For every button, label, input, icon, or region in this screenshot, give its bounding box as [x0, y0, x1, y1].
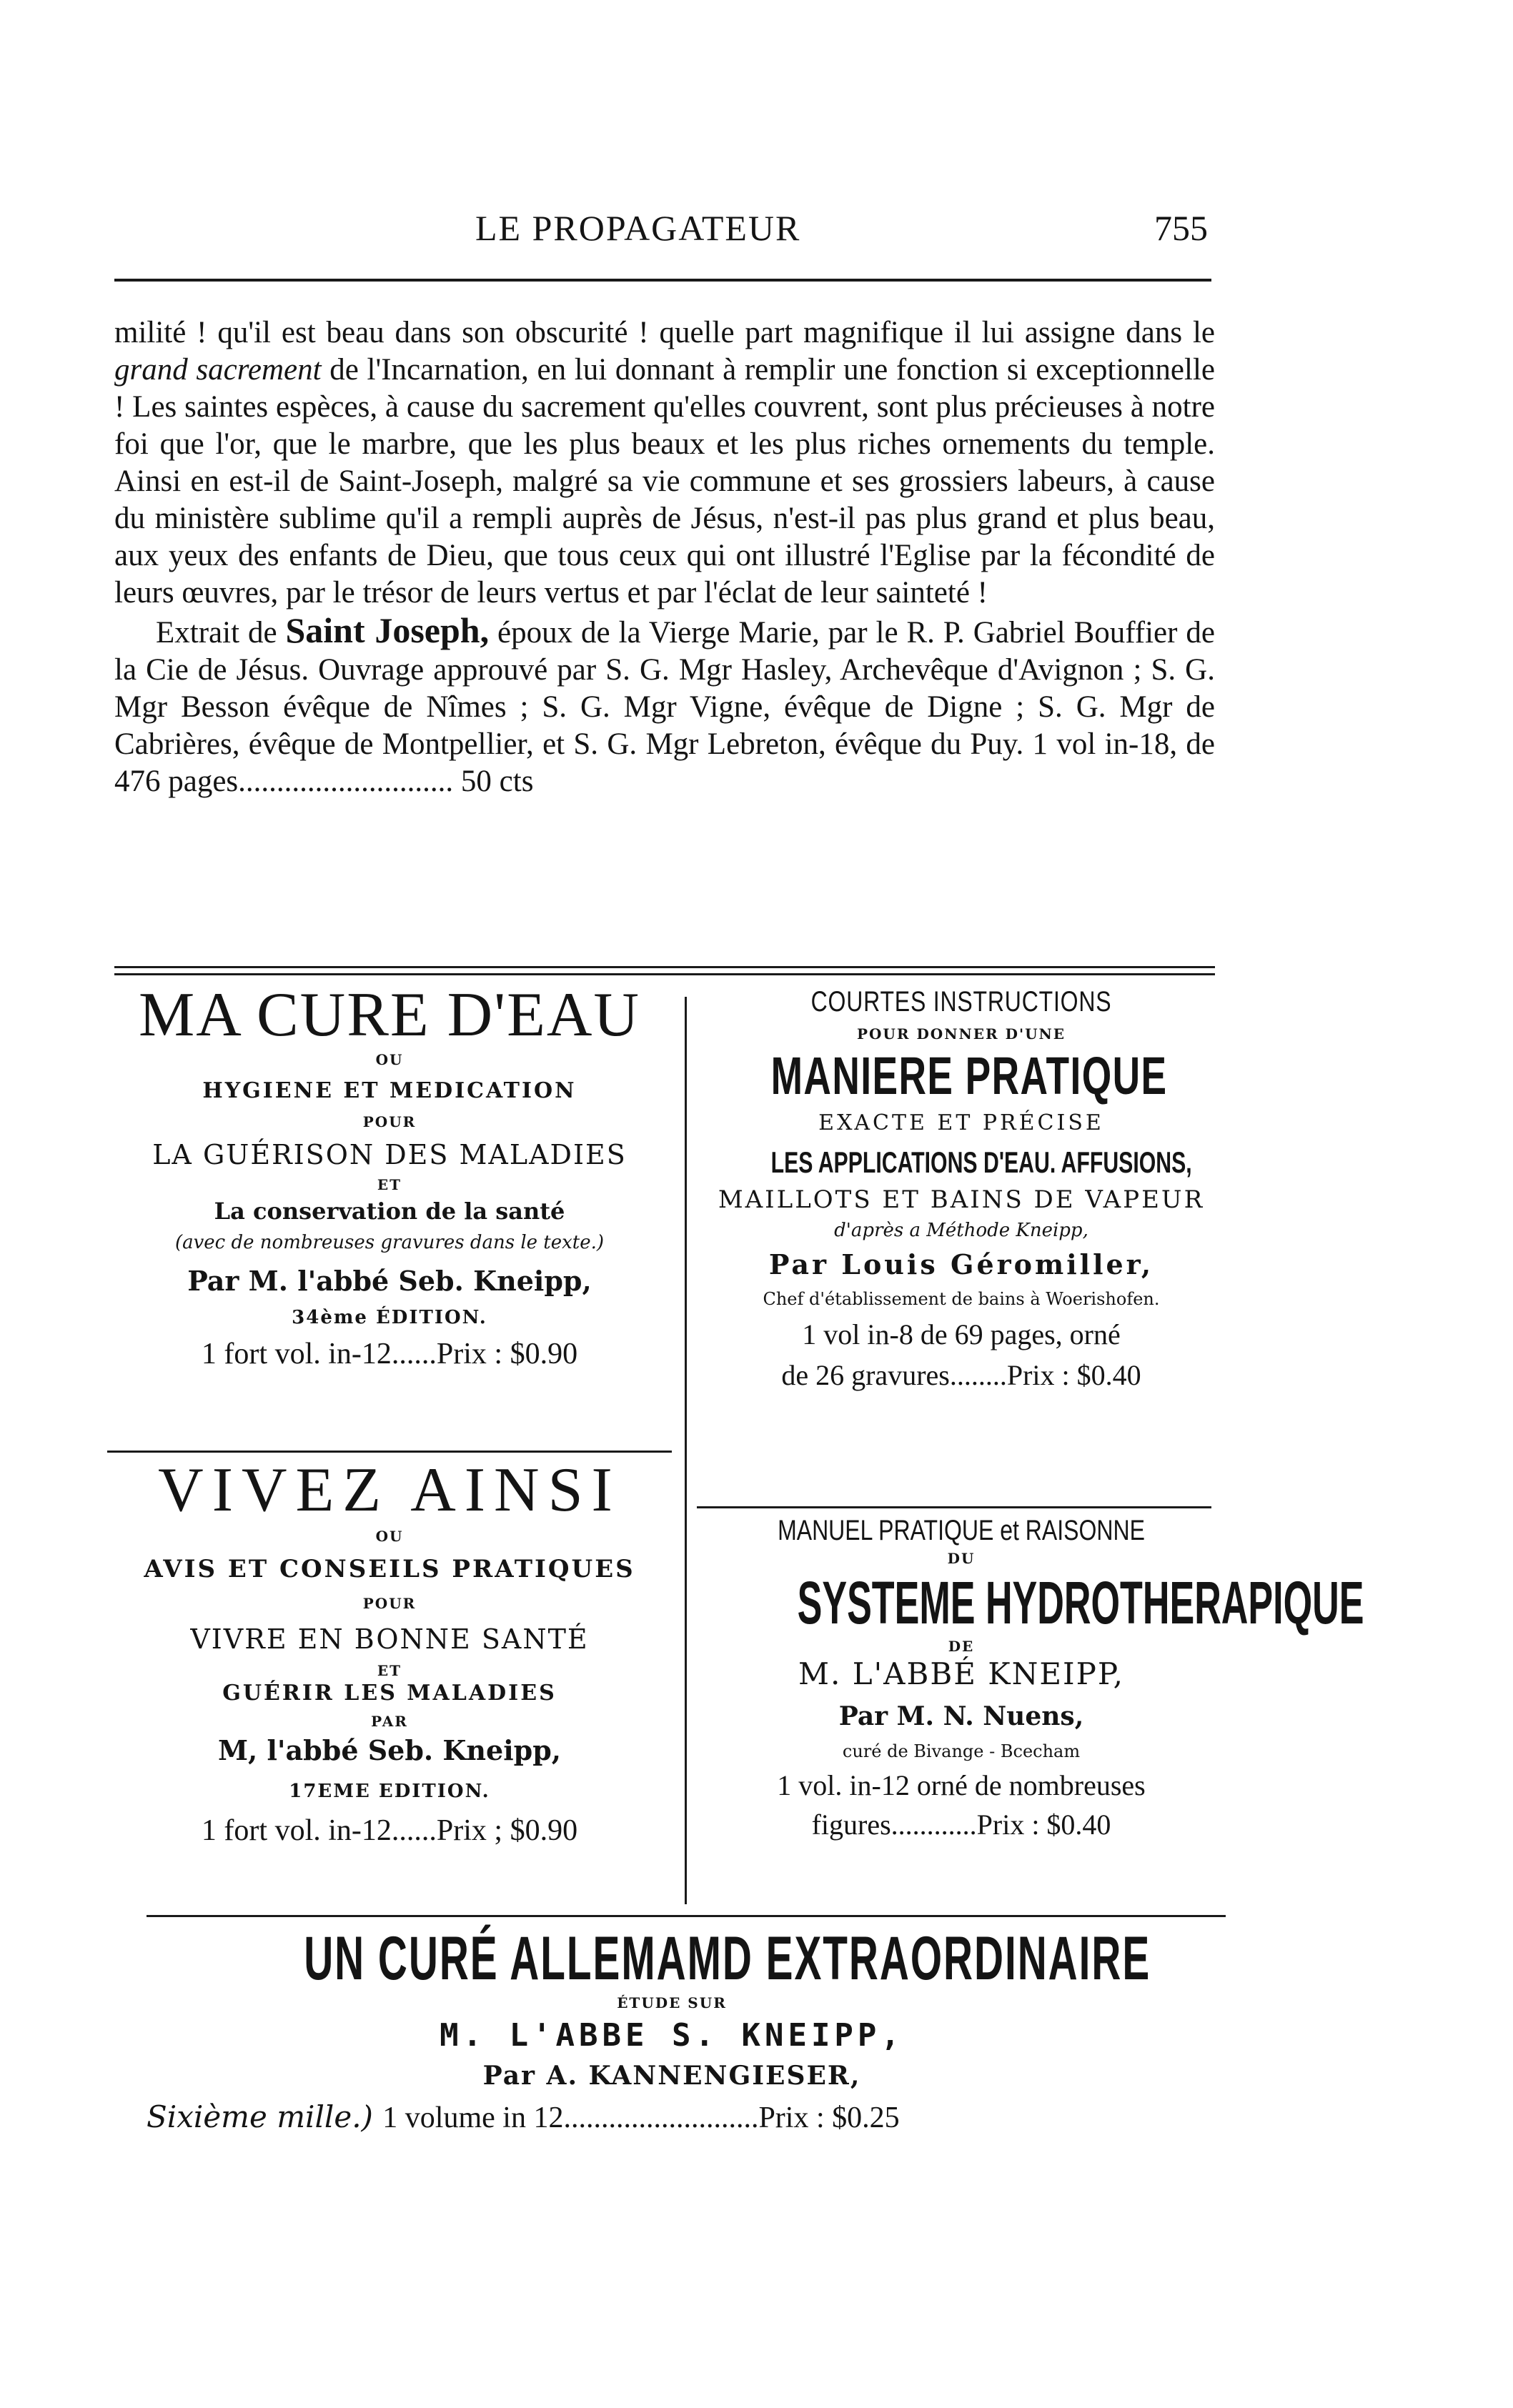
ad-price: 1 fort vol. in-12......Prix : $0.90 — [201, 1338, 578, 1370]
extract-paragraph: Extrait de Saint Joseph, époux de la Vierge Marie, par le R. P. Gabriel Bouffier de la Cie de Jésus. Ouvrage approuvé par S. G. Mgr Hasley, Archevêque d'Avignon ; S. G. Mgr Besson évêque de Nîmes ; S. G. Mgr Vigne, évêque de Digne ; S. G. Mgr de Cabrières, évêque de Montpellier, et S. G. Mgr Lebreton, évêque du Puy. 1 vol in-18, de 476 pages............................ 50 cts — [114, 610, 1215, 798]
ad-cure-allemand: UN CURÉ ALLEMAMD EXTRAORDINAIRE ÉTUDE SUR M. L'ABBE S. KNEIPP, Par A. KANNENGIESER, Sixième mille.) 1 volume in 12..........................Prix : $0.25 — [114, 1924, 1229, 2135]
section-rule — [114, 966, 1215, 968]
ad-author: Par A. KANNENGIESER, — [482, 2061, 861, 2091]
journal-title: LE PROPAGATEUR — [475, 208, 801, 248]
ad-rule — [107, 1451, 672, 1453]
ad-title: UN CURÉ ALLEMAMD EXTRAORDINAIRE — [304, 1924, 1151, 1993]
ad-price: de 26 gravures........Prix : $0.40 — [781, 1359, 1141, 1391]
ad-title: SYSTEME HYDROTHERAPIQUE — [797, 1569, 1364, 1636]
ad-title: MANIERE PRATIQUE — [770, 1046, 1168, 1105]
running-head — [114, 207, 1208, 257]
header-rule — [114, 279, 1211, 282]
section-rule — [114, 973, 1215, 975]
column-divider — [685, 997, 687, 1904]
page-number: 755 — [1154, 208, 1208, 248]
book-title: Saint Joseph, — [285, 610, 490, 650]
ad-price: figures............Prix : $0.40 — [811, 1809, 1111, 1841]
ad-ma-cure-deau: MA CURE D'EAU OU HYGIENE ET MEDICATION POUR LA GUÉRISON DES MALADIES ET La conservation de la santé (avec de nombreuses gravures dans le texte.) Par M. l'abbé Seb. Kneipp, 34ème ÉDITION. 1 fort vol. in-12......Prix : $0.90 — [107, 982, 672, 1371]
ad-price: 1 volume in 12..........................Prix : $0.25 — [382, 2101, 900, 2134]
section-rule — [147, 1915, 1226, 1917]
ad-author: M, l'abbé Seb. Kneipp, — [217, 1734, 562, 1766]
ad-rule — [697, 1506, 1211, 1508]
ad-author: Par M. l'abbé Seb. Kneipp, — [187, 1265, 592, 1297]
article-paragraph: milité ! qu'il est beau dans son obscurité ! quelle part magnifique il lui assigne dans le grand sacrement de l'Incarnation, en lui donnant à remplir une fonction si exceptionnelle ! Les saintes espèces, à cause du sacrement qu'elles couvrent, sont plus précieuses à notre foi que l'or, que le marbre, que les plus beaux et les plus riches ornements du temple. Ainsi en est-il de Saint-Joseph, malgré sa vie commune et ses grossiers labeurs, à cause du ministère sublime qu'il a rempli auprès de Jésus, n'est-il pas plus grand et plus beau, aux yeux des enfants de Dieu, que tous ceux qui ont illustré l'Eglise par la fécondité de leurs œuvres, par le trésor de leurs vertus et par l'éclat de leur sainteté ! — [114, 316, 1215, 610]
price: 50 cts — [460, 765, 534, 798]
ad-vivez-ainsi: VIVEZ AINSI OU AVIS ET CONSEILS PRATIQUES POUR VIVRE EN BONNE SANTÉ ET GUÉRIR LES MALADIES PAR M, l'abbé Seb. Kneipp, 17EME EDITION. 1 fort vol. in-12......Prix ; $0.90 — [107, 1458, 672, 1848]
ad-title: VIVEZ AINSI — [158, 1456, 621, 1525]
article-text — [114, 314, 1215, 800]
ad-price: 1 fort vol. in-12......Prix ; $0.90 — [201, 1814, 578, 1847]
ad-title: MA CURE D'EAU — [139, 980, 640, 1050]
ad-author: Par Louis Géromiller, — [768, 1248, 1154, 1280]
ad-author: Par M. N. Nuens, — [838, 1701, 1084, 1731]
ad-maniere-pratique: COURTES INSTRUCTIONS POUR DONNER D'UNE MANIERE PRATIQUE EXACTE ET PRÉCISE LES APPLICATIONS D'EAU. AFFUSIONS, MAILLOTS ET BAINS DE VAPEUR d'après a Méthode Kneipp, Par Louis Géromiller, Chef d'établissement de bains à Woerishofen. 1 vol in-8 de 69 pages, orné de 26 gravures........Prix : $0.40 — [697, 986, 1226, 1392]
ad-price-row: Sixième mille.) 1 volume in 12..........................Prix : $0.25 — [147, 2099, 900, 2134]
ad-systeme-hydrotherapique: MANUEL PRATIQUE et RAISONNE DU SYSTEME HYDROTHERAPIQUE DE M. L'ABBÉ KNEIPP, Par M. N. Nuens, curé de Bivange - Bcecham 1 vol. in-12 orné de nombreuses figures............Prix : $0.40 — [697, 1515, 1226, 1841]
